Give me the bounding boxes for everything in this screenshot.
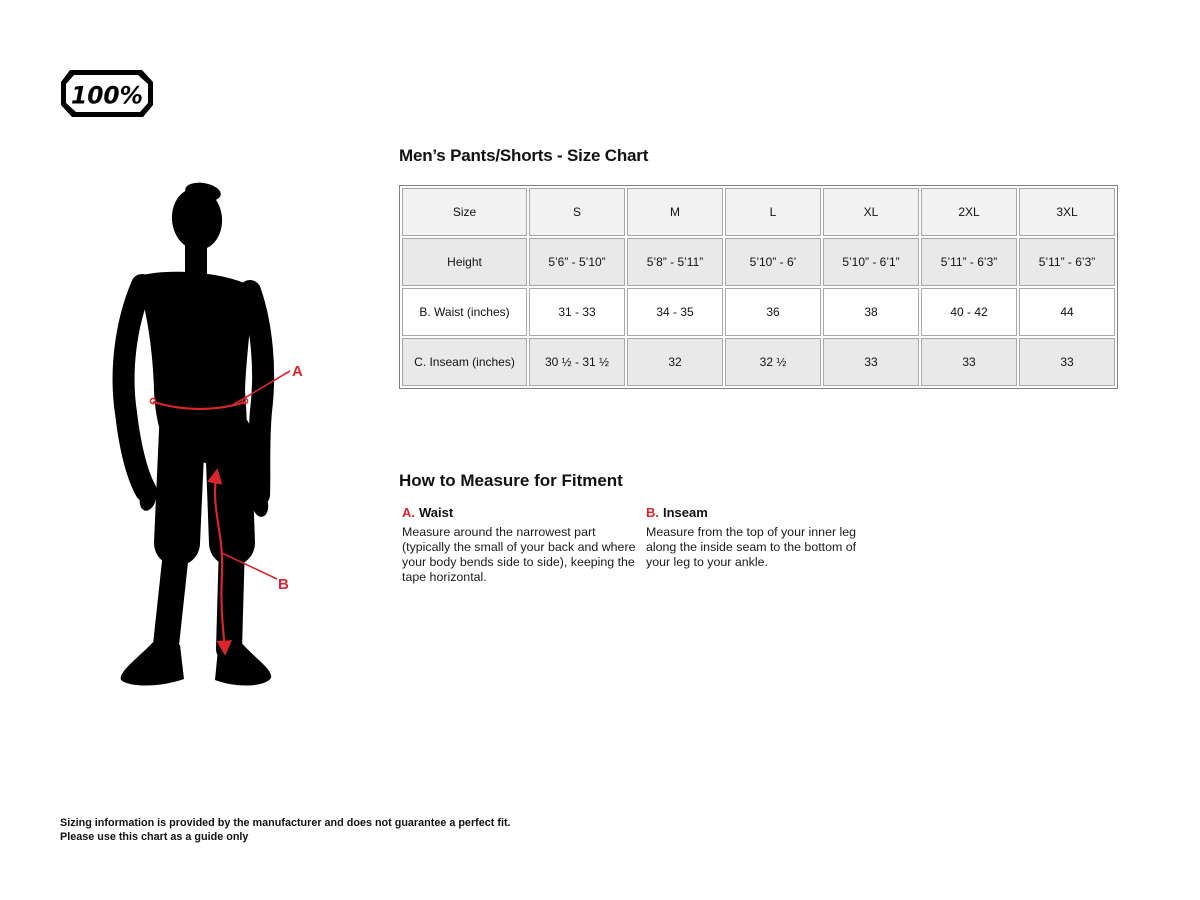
waist-s: 31 - 33 [529,288,625,336]
male-silhouette [121,180,271,685]
page-title: Men’s Pants/Shorts - Size Chart [399,146,649,165]
measure-waist-title [402,505,636,520]
table-row-inseam [402,338,1115,386]
inseam-xl: 33 [823,338,919,386]
brand-logo-100percent [61,70,153,117]
height-3xl: 5’11” - 6’3” [1019,238,1115,286]
size-table-container [399,185,1102,389]
waist-3xl: 44 [1019,288,1115,336]
measure-waist-letter: A. [402,505,415,520]
disclaimer-line-1: Sizing information is provided by the manufacturer and does not guarantee a perfect fit. [60,817,511,829]
col-header-3xl: 3XL [1019,188,1115,236]
row-label-waist: B. Waist (inches) [402,288,527,336]
height-m: 5’8” - 5’11” [627,238,723,286]
col-header-xl: XL [823,188,919,236]
inseam-m: 32 [627,338,723,386]
col-header-s: S [529,188,625,236]
measure-item-inseam [646,505,866,585]
size-table [399,185,1118,389]
figure-label-b: B [278,576,289,593]
col-header-size: Size [402,188,527,236]
measure-inseam-title [646,505,866,520]
waist-xl: 38 [823,288,919,336]
figure-label-a: A [292,363,303,380]
male-silhouette-figure [100,175,330,715]
inseam-s: 30 ½ - 31 ½ [529,338,625,386]
table-row-height [402,238,1115,286]
measure-inseam-letter: B. [646,505,659,520]
table-row-waist [402,288,1115,336]
row-label-height: Height [402,238,527,286]
inseam-2xl: 33 [921,338,1017,386]
measure-section-heading: How to Measure for Fitment [399,471,623,490]
height-xl: 5’10” - 6’1” [823,238,919,286]
inseam-3xl: 33 [1019,338,1115,386]
measure-columns [402,505,866,585]
height-s: 5’6” - 5’10” [529,238,625,286]
disclaimer-line-2: Please use this chart as a guide only [60,830,249,843]
measure-waist-text: Measure around the narrowest part (typically the small of your back and where your body bends side to side), keeping the tape horizontal. [402,525,636,584]
waist-l: 36 [725,288,821,336]
measure-item-waist [402,505,636,585]
height-2xl: 5’11” - 6’3” [921,238,1017,286]
disclaimer-footer [60,817,511,844]
col-header-l: L [725,188,821,236]
logo-text: 100% [71,81,143,110]
waist-line-end-left [150,398,155,403]
measure-waist-name: Waist [419,505,454,520]
row-label-inseam: C. Inseam (inches) [402,338,527,386]
col-header-2xl: 2XL [921,188,1017,236]
inseam-l: 32 ½ [725,338,821,386]
table-header-row [402,188,1115,236]
col-header-m: M [627,188,723,236]
waist-2xl: 40 - 42 [921,288,1017,336]
waist-m: 34 - 35 [627,288,723,336]
height-l: 5’10” - 6’ [725,238,821,286]
measure-inseam-name: Inseam [663,505,708,520]
measure-inseam-text: Measure from the top of your inner leg along the inside seam to the bottom of your leg to your ankle. [646,525,857,569]
